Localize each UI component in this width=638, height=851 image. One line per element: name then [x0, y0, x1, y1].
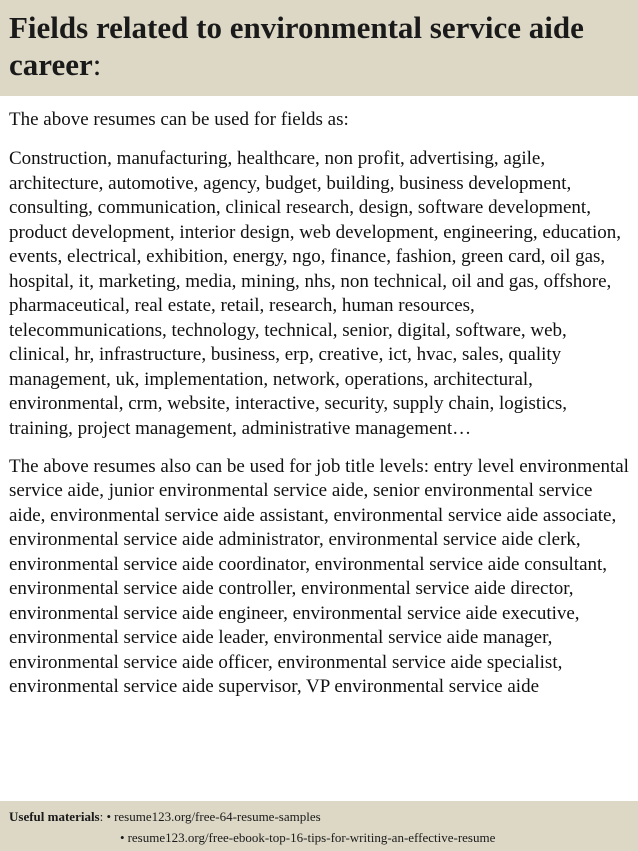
- page-title-text: Fields related to environmental service aide career: [9, 10, 584, 82]
- bullet-icon: •: [106, 809, 112, 824]
- intro-text: The above resumes can be used for fields as:: [9, 109, 349, 130]
- footer-row-1: [9, 806, 629, 827]
- job-titles-list: The above resumes also can be used for job title levels: entry level environmental service aide, junior environmental service aide, senior environmental service aide, environmental service aide assistant, environmental service aide associate, environmental service aide administrator, environmental service aide clerk, environmental service aide coordinator, environmental service aide consultant, environmental service aide controller, environmental service aide director, environmental service aide engineer, environmental service aide executive, environmental service aide leader, environmental service aide manager, environmental service aide officer, environmental service aide specialist, environmental service aide supervisor, VP environmental service aide: [9, 455, 629, 698]
- footer-useful-materials: [0, 801, 638, 851]
- bullet-icon: •: [120, 830, 125, 845]
- footer-link-ebook[interactable]: resume123.org/free-ebook-top-16-tips-for-writing-an-effective-resume: [127, 830, 496, 845]
- main-content: [9, 108, 629, 700]
- page-title: [9, 9, 630, 83]
- title-band: [0, 0, 638, 96]
- footer-row-2: [9, 827, 629, 848]
- footer-label: Useful materials: [9, 809, 100, 824]
- footer-link-resume-samples[interactable]: resume123.org/free-64-resume-samples: [114, 809, 321, 824]
- page-title-colon: :: [92, 47, 102, 82]
- footer-label-colon: :: [99, 809, 104, 824]
- fields-list: Construction, manufacturing, healthcare, non profit, advertising, agile, architecture, automotive, agency, budget, building, business development, consulting, communication, clinical research, design, software development, product development, interior design, web development, engineering, education, events, electrical, exhibition, energy, ngo, finance, fashion, green card, oil gas, hospital, it, marketing, media, mining, nhs, non technical, oil and gas, offshore, pharmaceutical, real estate, retail, research, human resources, telecommunications, technology, technical, senior, digital, software, web, clinical, hr, infrastructure, business, erp, creative, ict, hvac, sales, quality management, uk, implementation, network, operations, architectural, environmental, crm, website, interactive, security, supply chain, logistics, training, project management, administrative management…: [9, 148, 622, 440]
